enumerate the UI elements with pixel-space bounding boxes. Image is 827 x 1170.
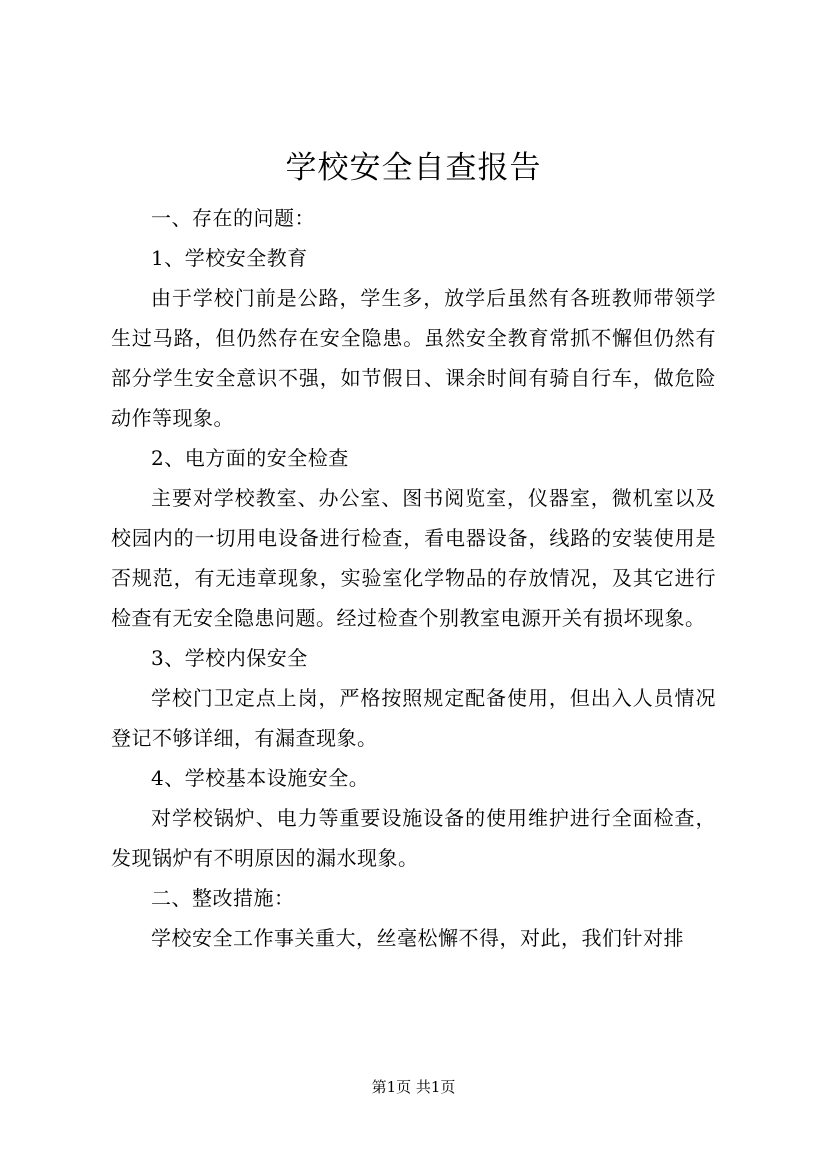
section-heading-rectification: 二、整改措施： [151,886,295,910]
page-footer: 第1页 共1页 [371,1078,456,1096]
paragraph-internal-security: 学校门卫定点上岗，严格按照规定配备使用，但出入人员情况登记不够详细，有漏查现象。 [111,686,716,750]
paragraph-facility-safety: 对学校锅炉、电力等重要设施设备的使用维护进行全面检查，发现锅炉有不明原因的漏水现象。 [111,806,716,870]
paragraph-safety-education: 由于学校门前是公路，学生多，放学后虽然有各班教师带领学生过马路，但仍然存在安全隐患。虽然安全教育常抓不懈但仍然有部分学生安全意识不强，如节假日、课余时间有骑自行车，做危险动作等现象。 [111,286,716,430]
section-heading-problems: 一、存在的问题： [151,206,315,230]
page-title: 学校安全自查报告 [285,150,542,186]
paragraph-electrical-check: 主要对学校教室、办公室、图书阅览室，仪器室，微机室以及校园内的一切用电设备进行检查，看电器设备，线路的安装使用是否规范，有无违章现象，实验室化学物品的存放情况，及其它进行检查有无安全隐患问题。经过检查个别教室电源开关有损坏现象。 [111,486,716,630]
subheading-safety-education: 1、学校安全教育 [151,246,308,270]
subheading-internal-security: 3、学校内保安全 [151,646,308,670]
subheading-facility-safety: 4、学校基本设施安全。 [151,766,370,790]
paragraph-rectification: 学校安全工作事关重大，丝毫松懈不得，对此，我们针对排 [151,926,684,950]
document-body [111,198,716,958]
subheading-electrical-check: 2、电方面的安全检查 [151,446,349,470]
